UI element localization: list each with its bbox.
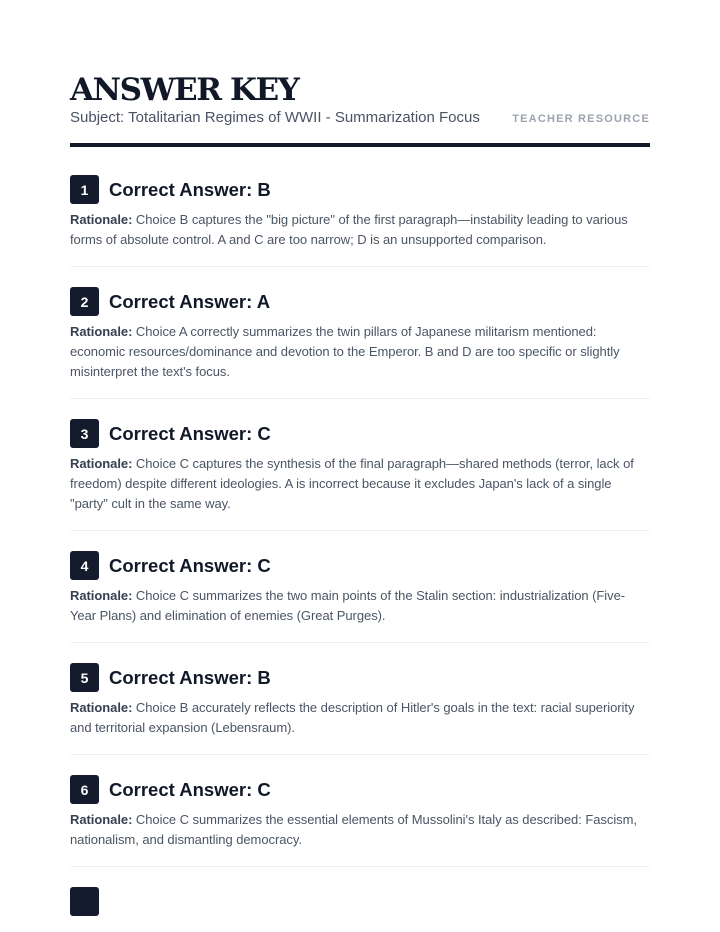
answer-item-header (70, 419, 650, 448)
answer-item-header (70, 175, 650, 204)
rationale-body: Choice B captures the "big picture" of the first paragraph—instability leading to various forms of absolute control. A and C are too narrow; D is an unsupported comparison. (70, 212, 628, 247)
answer-item (70, 663, 650, 755)
rationale-body: Choice C captures the synthesis of the final paragraph—shared methods (terror, lack of freedom) despite different ideologies. A is incorrect because it excludes Japan's lack of a single "party" cult in the same way. (70, 456, 634, 511)
subtitle-row (70, 108, 650, 128)
answer-item (70, 775, 650, 867)
question-number-badge: 4 (70, 551, 99, 580)
correct-answer: Correct Answer: C (109, 422, 271, 444)
answer-item-header (70, 663, 650, 692)
rationale-text (70, 454, 650, 514)
rationale-label: Rationale: (70, 324, 133, 339)
answer-list (70, 175, 650, 916)
rationale-label: Rationale: (70, 700, 133, 715)
rationale-text (70, 698, 650, 738)
answer-item (70, 287, 650, 399)
answer-item (70, 175, 650, 267)
question-number-badge: 6 (70, 775, 99, 804)
correct-answer: Correct Answer: A (109, 290, 271, 312)
correct-answer: Correct Answer: B (109, 178, 271, 200)
answer-item (70, 551, 650, 643)
correct-answer: Correct Answer: C (109, 554, 271, 576)
page-title: ANSWER KEY (70, 72, 299, 108)
answer-item-header (70, 775, 650, 804)
rationale-label: Rationale: (70, 588, 133, 603)
question-number-badge: 1 (70, 175, 99, 204)
question-number-badge: 2 (70, 287, 99, 316)
rationale-body: Choice C summarizes the essential elements of Mussolini's Italy as described: Fascism, nationalism, and dismantling democracy. (70, 812, 637, 847)
question-number-badge: 3 (70, 419, 99, 448)
rationale-body: Choice C summarizes the two main points of the Stalin section: industrialization (Five-Year Plans) and elimination of enemies (Great Purges). (70, 588, 626, 623)
rationale-label: Rationale: (70, 456, 133, 471)
rationale-label: Rationale: (70, 812, 133, 827)
next-question-number-badge (70, 887, 99, 916)
rationale-body: Choice B accurately reflects the description of Hitler's goals in the text: racial superiority and territorial expansion (Lebensraum). (70, 700, 635, 735)
answer-item (70, 419, 650, 531)
answer-item-header (70, 287, 650, 316)
rationale-text (70, 210, 650, 250)
rationale-text (70, 810, 650, 850)
answer-item-header (70, 551, 650, 580)
rationale-text (70, 586, 650, 626)
rationale-text (70, 322, 650, 382)
subject-line: Subject: Totalitarian Regimes of WWII - Summarization Focus (70, 109, 480, 126)
rationale-body: Choice A correctly summarizes the twin pillars of Japanese militarism mentioned: economic resources/dominance and devotion to the Emperor. B and D are too specific or slightly misinterpret the text's focus. (70, 324, 620, 379)
header-divider (70, 143, 650, 147)
correct-answer: Correct Answer: B (109, 666, 271, 688)
rationale-label: Rationale: (70, 212, 133, 227)
page-header (70, 72, 650, 147)
correct-answer: Correct Answer: C (109, 778, 271, 800)
question-number-badge: 5 (70, 663, 99, 692)
teacher-resource-tag: TEACHER RESOURCE (512, 113, 650, 125)
